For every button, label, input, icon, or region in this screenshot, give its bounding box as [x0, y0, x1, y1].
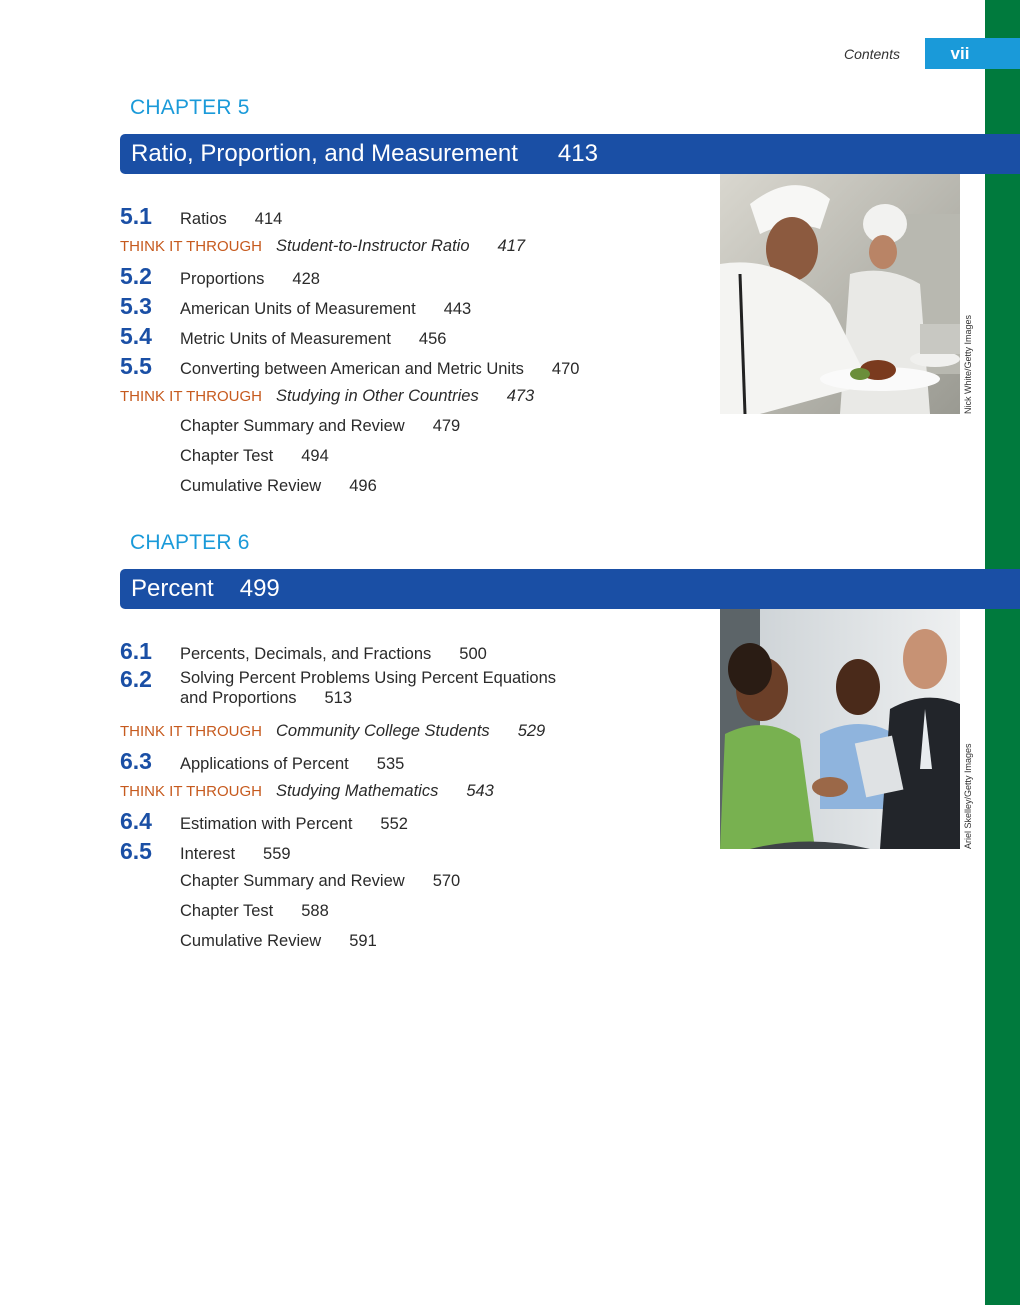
section-number: 6.3: [120, 748, 152, 774]
think-page: 543: [466, 782, 494, 800]
toc-section-5-5[interactable]: [120, 353, 579, 380]
chapter-5-label: CHAPTER 5: [130, 96, 250, 119]
think-title: Studying Mathematics: [276, 782, 439, 800]
photo-credit: Nick White/Getty Images: [963, 314, 973, 414]
section-number: 6.2: [120, 666, 152, 692]
toc-cumulative-review[interactable]: [120, 477, 377, 496]
section-title: Interest: [180, 845, 236, 863]
toc-section-5-2[interactable]: [120, 263, 320, 290]
section-number: 5.4: [120, 323, 152, 349]
running-header: Contents: [843, 46, 900, 62]
toc-chapter-summary[interactable]: [120, 417, 460, 436]
toc-section-6-5[interactable]: [120, 838, 291, 865]
section-page: 414: [254, 210, 283, 228]
extra-page: 570: [432, 872, 461, 890]
think-label: THINK IT THROUGH: [120, 388, 262, 405]
section-number: 5.3: [120, 293, 152, 319]
think-page: 417: [497, 237, 526, 255]
toc-section-6-3[interactable]: [120, 748, 404, 775]
think-page: 529: [517, 722, 546, 740]
section-number: 5.2: [120, 263, 152, 289]
extra-page: 591: [349, 932, 377, 950]
section-title-continued: and Proportions: [180, 689, 297, 707]
extra-title: Chapter Summary and Review: [180, 417, 405, 435]
side-color-bar: [985, 0, 1020, 1305]
section-page: 513: [324, 689, 353, 707]
photo-credit: Ariel Skelley/Getty Images: [963, 743, 973, 849]
section-number: 5.5: [120, 353, 152, 379]
think-title: Student-to-Instructor Ratio: [276, 237, 470, 255]
section-title: Converting between American and Metric Units: [180, 360, 524, 378]
chapter-6-label: CHAPTER 6: [130, 531, 250, 554]
toc-chapter-test[interactable]: [120, 447, 329, 466]
handshake-photo: [720, 609, 960, 849]
toc-chapter-test[interactable]: [120, 902, 329, 921]
toc-section-6-1[interactable]: [120, 638, 487, 665]
think-title: Studying in Other Countries: [276, 387, 479, 405]
chapter-6-photo: [720, 609, 960, 849]
chapter-5-photo: [720, 174, 960, 414]
chapter-page: 499: [239, 575, 280, 602]
think-page: 473: [506, 387, 535, 405]
chapter-title: Ratio, Proportion, and Measurement: [131, 140, 518, 167]
toc-section-5-4[interactable]: [120, 323, 446, 350]
page-number-tab: vii: [925, 38, 1020, 69]
chefs-photo: [720, 174, 960, 414]
toc-section-6-2[interactable]: [120, 668, 600, 708]
section-number: 5.1: [120, 203, 152, 229]
think-title: Community College Students: [276, 722, 490, 740]
section-number: 6.4: [120, 808, 152, 834]
section-title: Ratios: [180, 210, 227, 228]
extra-page: 479: [432, 417, 461, 435]
section-title: American Units of Measurement: [180, 300, 416, 318]
chapter-5-banner[interactable]: [120, 134, 1020, 174]
section-number: 6.1: [120, 638, 152, 664]
extra-title: Cumulative Review: [180, 932, 322, 950]
section-title: Applications of Percent: [180, 755, 349, 773]
section-page: 428: [292, 270, 320, 288]
toc-think-it-through[interactable]: [120, 237, 525, 256]
chapter-title: Percent: [131, 575, 214, 602]
extra-title: Cumulative Review: [180, 477, 322, 495]
think-label: THINK IT THROUGH: [120, 783, 262, 800]
extra-page: 494: [301, 447, 329, 465]
chapter-6-banner[interactable]: [120, 569, 1020, 609]
toc-think-it-through[interactable]: [120, 387, 534, 406]
extra-title: Chapter Summary and Review: [180, 872, 405, 890]
section-page: 500: [459, 645, 487, 663]
think-label: THINK IT THROUGH: [120, 723, 262, 740]
section-page: 456: [418, 330, 447, 348]
think-label: THINK IT THROUGH: [120, 238, 262, 255]
section-page: 552: [380, 815, 408, 833]
extra-page: 588: [301, 902, 329, 920]
section-page: 443: [443, 300, 472, 318]
toc-think-it-through[interactable]: [120, 722, 545, 741]
toc-section-6-4[interactable]: [120, 808, 408, 835]
section-title: Estimation with Percent: [180, 815, 353, 833]
section-title: Percents, Decimals, and Fractions: [180, 645, 432, 663]
section-title: Proportions: [180, 270, 265, 288]
toc-section-5-3[interactable]: [120, 293, 471, 320]
extra-title: Chapter Test: [180, 902, 274, 920]
extra-title: Chapter Test: [180, 447, 274, 465]
section-page: 559: [263, 845, 291, 863]
section-title: Solving Percent Problems Using Percent Equations: [180, 669, 557, 687]
section-title: Metric Units of Measurement: [180, 330, 391, 348]
extra-page: 496: [349, 477, 377, 495]
toc-think-it-through[interactable]: [120, 782, 494, 801]
toc-section-5-1[interactable]: [120, 203, 282, 230]
section-title-block: [180, 668, 600, 708]
section-page: 470: [551, 360, 580, 378]
section-number: 6.5: [120, 838, 152, 864]
chapter-page: 413: [557, 140, 598, 167]
toc-cumulative-review[interactable]: [120, 932, 377, 951]
section-page: 535: [376, 755, 405, 773]
toc-chapter-summary[interactable]: [120, 872, 460, 891]
